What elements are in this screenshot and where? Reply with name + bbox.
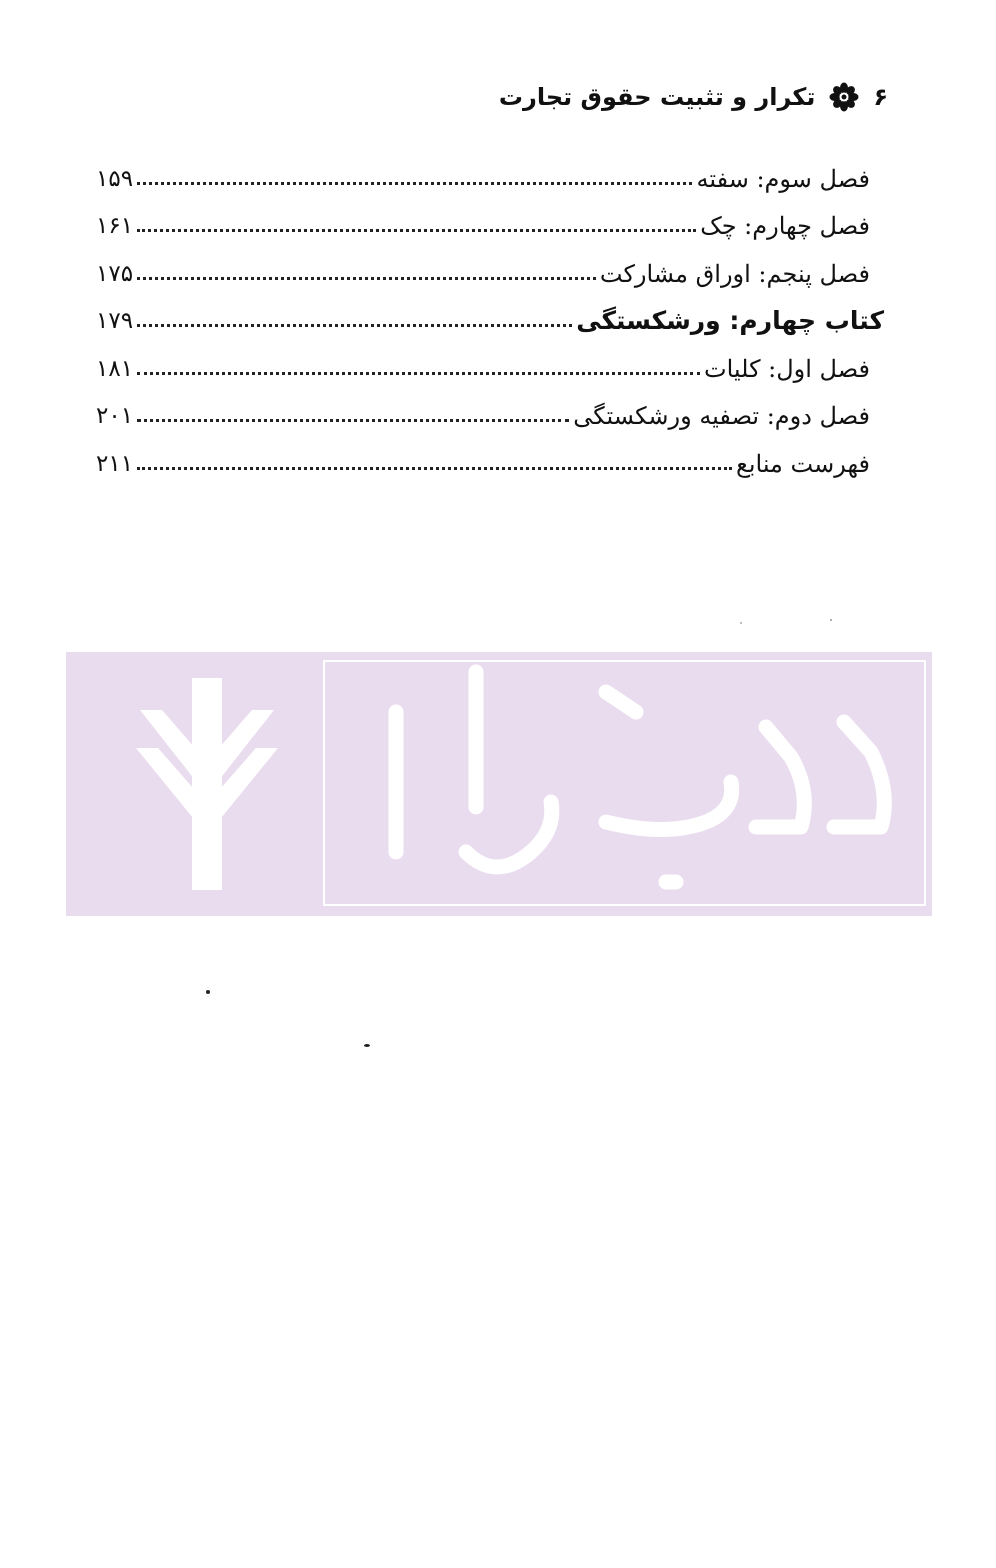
toc-entry-title: فصل اول: کلیات xyxy=(703,354,870,383)
toc-entry xyxy=(96,241,884,289)
toc-entry-title: کتاب چهارم: ورشکستگی xyxy=(576,306,884,335)
dot-leader xyxy=(137,467,732,470)
toc-entry xyxy=(96,336,884,384)
toc-entry xyxy=(96,384,884,432)
toc-entry-page: ۲۰۱ xyxy=(96,403,134,430)
page-number: ۶ xyxy=(873,83,888,111)
header-title: تکرار و تثبیت حقوق تجارت xyxy=(498,83,816,111)
toc-entry xyxy=(96,431,884,479)
print-speck xyxy=(830,619,832,621)
toc-entry-title: فصل چهارم: چک xyxy=(700,212,870,241)
flower-ornament-icon xyxy=(829,82,859,112)
print-speck xyxy=(740,622,742,624)
toc-entry-title: فصل سوم: سفته xyxy=(696,164,870,193)
dot-leader xyxy=(137,419,569,422)
publisher-watermark xyxy=(66,652,932,916)
running-header xyxy=(499,82,888,112)
toc-entry-page: ۱۷۹ xyxy=(96,308,134,335)
toc-entry xyxy=(96,289,884,337)
dot-leader xyxy=(137,324,572,327)
toc-entry-title: فصل دوم: تصفیه ورشکستگی xyxy=(573,402,870,431)
dot-leader xyxy=(137,182,692,185)
toc-entry-page: ۱۶۱ xyxy=(96,213,134,240)
toc-entry-page: ۱۷۵ xyxy=(96,260,134,287)
print-speck xyxy=(364,1044,370,1047)
toc-entry-title: فصل پنجم: اوراق مشارکت xyxy=(599,259,870,288)
table-of-contents xyxy=(96,146,884,479)
watermark-frame xyxy=(323,660,926,906)
print-speck xyxy=(206,990,210,994)
toc-entry-page: ۲۱۱ xyxy=(96,450,134,477)
dot-leader xyxy=(137,277,596,280)
toc-entry-page: ۱۸۱ xyxy=(96,355,134,382)
dot-leader xyxy=(137,372,700,375)
toc-entry-title: فهرست منابع xyxy=(736,449,870,478)
toc-entry xyxy=(96,194,884,242)
toc-entry xyxy=(96,146,884,194)
toc-entry-page: ۱۵۹ xyxy=(96,165,134,192)
dot-leader xyxy=(137,229,696,232)
